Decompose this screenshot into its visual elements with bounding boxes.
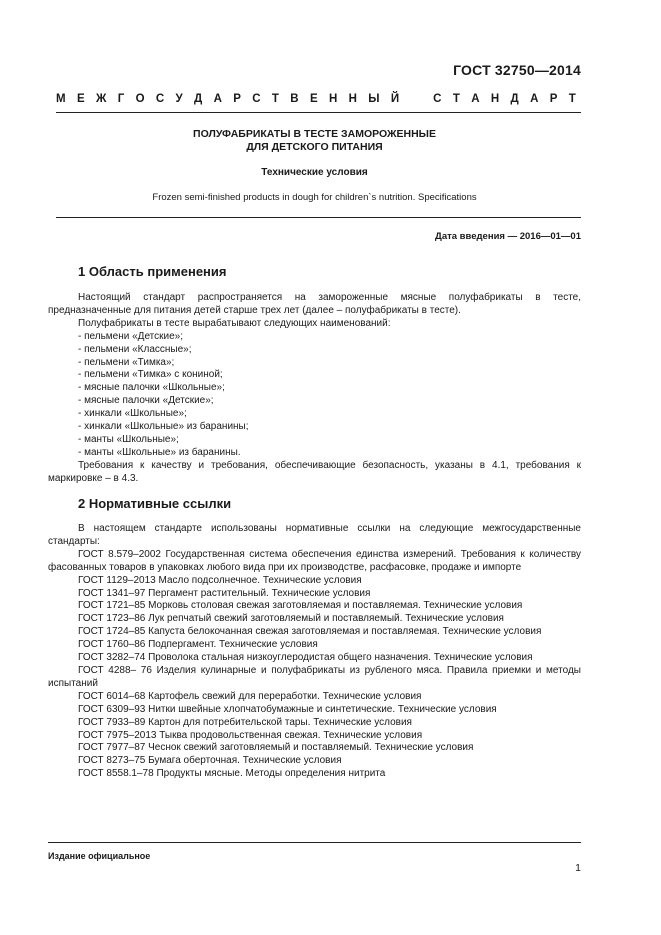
- document-title: [48, 128, 581, 154]
- reference-item: ГОСТ 4288– 76 Изделия кулинарные и полуфабрикаты из рубленого мяса. Правила приемки и методы испытаний: [48, 664, 581, 689]
- heading-letter: С: [155, 93, 165, 105]
- reference-item: ГОСТ 1760–86 Подпергамент. Технические условия: [78, 639, 318, 651]
- heading-letter: А: [530, 93, 539, 105]
- list-item: - манты «Школьные» из баранины.: [78, 446, 241, 458]
- heading-letter: А: [213, 93, 222, 105]
- heading-letter: А: [471, 93, 480, 105]
- header-rule: [56, 112, 581, 113]
- heading-letter: У: [175, 93, 183, 105]
- list-item: - хинкали «Школьные» из баранины;: [78, 421, 249, 433]
- section-1-paragraph: Полуфабрикаты в тесте вырабатывают следующих наименований:: [78, 317, 391, 329]
- footer-rule: [48, 842, 581, 843]
- heading-letter: Г: [117, 93, 125, 105]
- heading-letter: Т: [452, 93, 460, 105]
- heading-letter: Ы: [368, 93, 380, 105]
- list-item: - пельмени «Классные»;: [78, 343, 192, 355]
- reference-item: ГОСТ 8273–75 Бумага оберточная. Технические условия: [78, 755, 342, 767]
- reference-list: [48, 549, 581, 781]
- standard-code: ГОСТ 32750—2014: [453, 62, 581, 78]
- heading-letter: Т: [568, 93, 576, 105]
- section-1-body: [48, 292, 581, 486]
- list-item: - манты «Школьные»;: [78, 433, 179, 445]
- reference-item: ГОСТ 1723–86 Лук репчатый свежий заготовляемый и поставляемый. Технические условия: [78, 613, 504, 625]
- page-number: 1: [575, 862, 581, 874]
- heading-letter: О: [135, 93, 145, 105]
- heading-letter: Д: [194, 93, 203, 105]
- english-title: Frozen semi-finished products in dough for children`s nutrition. Specifications: [152, 192, 477, 203]
- reference-item: ГОСТ 6309–93 Нитки швейные хлопчатобумажные и синтетические. Технические условия: [78, 703, 497, 715]
- heading-letter: Ж: [95, 93, 107, 105]
- heading-letter: Й: [390, 93, 400, 105]
- reference-item: ГОСТ 7933–89 Картон для потребительской тары. Технические условия: [78, 716, 412, 728]
- reference-item: ГОСТ 3282–74 Проволока стальная низкоуглеродистая общего назначения. Технические условия: [78, 652, 533, 664]
- introduction-date: Дата введения — 2016—01—01: [435, 231, 581, 242]
- document-subtitle: Технические условия: [261, 167, 368, 178]
- heading-letter: С: [252, 93, 261, 105]
- heading-letter: С: [433, 93, 442, 105]
- reference-item: ГОСТ 7977–87 Чеснок свежий заготовляемый и поставляемый. Технические условия: [78, 742, 474, 754]
- reference-item: ГОСТ 1721–85 Морковь столовая свежая заготовляемая и поставляемая. Технические условия: [78, 600, 523, 612]
- heading-letter: Е: [309, 93, 318, 105]
- title-line-1: ПОЛУФАБРИКАТЫ В ТЕСТЕ ЗАМОРОЖЕННЫЕ: [193, 128, 436, 140]
- heading-letter: Р: [233, 93, 241, 105]
- heading-letter: Т: [271, 93, 279, 105]
- section-2-heading: 2 Нормативные ссылки: [78, 496, 232, 511]
- heading-letter: Е: [76, 93, 85, 105]
- standard-type-heading: [56, 93, 576, 105]
- section-1-paragraph: Настоящий стандарт распространяется на замороженные мясные полуфабрикаты в тесте, предназначенные для питания детей старше трех лет (далее – полуфабрикаты в тесте).: [48, 292, 581, 316]
- section-2-body: [48, 523, 581, 781]
- section-2-intro: В настоящем стандарте использованы нормативные ссылки на следующие межгосударственные стандарты:: [48, 523, 581, 547]
- list-item: - пельмени «Тимка»;: [78, 356, 175, 368]
- heading-letter: Н: [328, 93, 338, 105]
- list-item: - хинкали «Школьные»;: [78, 408, 187, 420]
- section-1-heading: 1 Область применения: [78, 264, 227, 279]
- reference-item: ГОСТ 6014–68 Картофель свежий для переработки. Технические условия: [78, 690, 422, 702]
- reference-item: ГОСТ 7975–2013 Тыква продовольственная свежая. Технические условия: [78, 729, 423, 741]
- reference-item: ГОСТ 1129–2013 Масло подсолнечное. Технические условия: [78, 574, 362, 586]
- title-line-2: ДЛЯ ДЕТСКОГО ПИТАНИЯ: [246, 141, 383, 153]
- product-list: [48, 331, 581, 460]
- section-1-paragraph: Требования к качеству и требования, обеспечивающие безопасность, указаны в 4.1, требования к маркировке – в 4.3.: [48, 459, 581, 484]
- heading-letter: Д: [510, 93, 519, 105]
- edition-note: Издание официальное: [48, 851, 151, 861]
- list-item: - пельмени «Тимка» с кониной;: [78, 369, 223, 381]
- reference-item: ГОСТ 1341–97 Пергамент растительный. Технические условия: [78, 587, 371, 599]
- heading-letter: Н: [490, 93, 500, 105]
- list-item: - мясные палочки «Школьные»;: [78, 382, 225, 394]
- list-item: - пельмени «Детские»;: [78, 330, 184, 342]
- list-item: - мясные палочки «Детские»;: [78, 395, 214, 407]
- reference-item: ГОСТ 8.579–2002 Государственная система обеспечения единства измерений. Требования к количеству фасованных товаров в упаковках любого вида при их производстве, расфасовке, продаже и импорте: [48, 548, 581, 573]
- reference-item: ГОСТ 8558.1–78 Продукты мясные. Методы определения нитрита: [78, 768, 386, 780]
- heading-letter: Р: [549, 93, 558, 105]
- heading-letter: В: [290, 93, 299, 105]
- heading-letter: Н: [348, 93, 357, 105]
- heading-letter: М: [56, 93, 66, 105]
- reference-item: ГОСТ 1724–85 Капуста белокочанная свежая заготовляемая и поставляемая. Технические условия: [78, 626, 542, 638]
- title-rule: [56, 217, 581, 218]
